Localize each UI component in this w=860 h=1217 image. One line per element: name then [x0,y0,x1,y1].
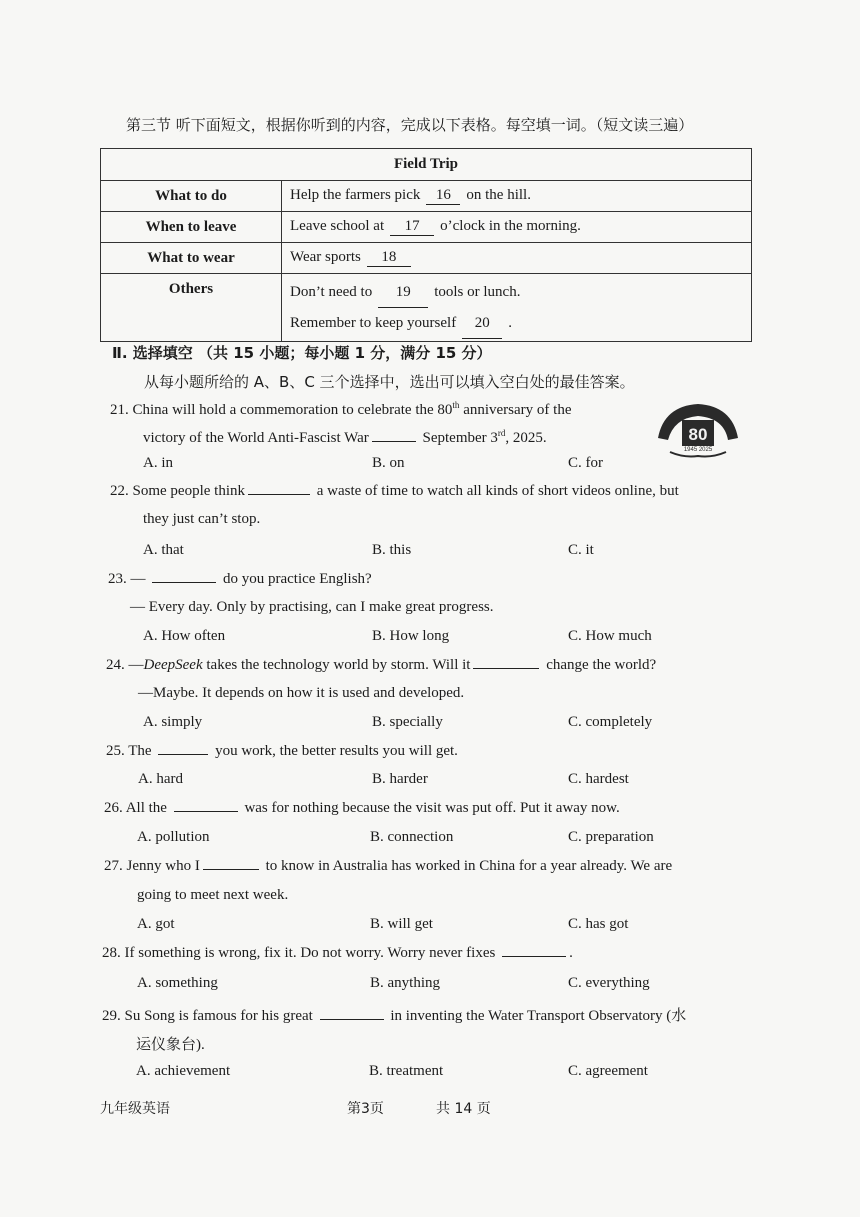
option-a: A. pollution [137,829,210,845]
row-text: Help the farmers pick [290,187,421,203]
answer-blank [158,753,208,755]
row-text: . [508,314,512,331]
answer-blank [372,440,416,442]
question-27-line2: going to meet next week. [137,887,289,903]
question-text: China will hold a commemoration to celebrate the 80 [132,402,453,418]
row-text: tools or lunch. [434,283,521,300]
answer-blank [152,581,216,583]
question-number: 26. [104,800,123,816]
answer-blank [473,667,539,669]
logo-years: 1945 2025 [683,447,713,453]
answer-blank [320,1018,384,1020]
question-21 [110,400,571,419]
row-text: Leave school at [290,218,385,234]
question-text: — [128,657,144,673]
row-text: on the hill. [466,187,531,203]
option-c: C. it [568,542,594,558]
row-text: o’clock in the morning. [440,218,581,234]
question-number: 25. [106,743,125,759]
option-b: B. specially [372,714,443,730]
question-text: — [130,571,146,587]
answer-blank [502,955,566,957]
option-b: B. How long [372,628,450,644]
question-21-line2 [143,428,547,447]
option-a: A. hard [138,771,183,787]
option-a: A. that [143,542,184,558]
option-a: A. something [137,975,218,991]
question-text: rd [497,428,506,438]
row-label: What to wear [101,243,282,274]
question-text: in inventing the Water Transport Observatory (水 [390,1008,687,1024]
table-title: Field Trip [101,149,752,181]
answer-blank: 19 [378,277,428,308]
logo-number: 80 [688,425,708,444]
question-23-line2: — Every day. Only by practising, can I make great progress. [130,599,494,615]
question-text: If something is wrong, fix it. Do not worry. Worry never fixes [124,945,496,961]
option-b: B. connection [370,829,454,845]
row-label: Others [101,274,282,342]
question-text: , 2025. [505,430,547,446]
question-29-line2: 运仪象台). [136,1037,205,1053]
option-c: C. How much [568,628,652,644]
option-b: B. on [372,455,405,471]
question-23 [108,571,372,588]
row-label: What to do [101,181,282,212]
option-c: C. completely [568,714,653,730]
option-c: C. agreement [568,1063,648,1079]
question-text: anniversary of the [459,402,572,418]
question-text: was for nothing because the visit was put off. Put it away now. [244,800,620,816]
question-number: 27. [104,858,123,874]
question-text: . [569,945,573,961]
option-b: B. harder [372,771,428,787]
question-text: a waste of time to watch all kinds of short videos online, but [316,483,679,499]
question-24 [106,657,656,674]
option-c: C. preparation [568,829,654,845]
question-text: DeepSeek [143,657,203,673]
question-text: Some people think [132,483,245,499]
question-text: th [452,400,460,410]
row-label: When to leave [101,212,282,243]
question-number: 22. [110,483,129,499]
question-text: you work, the better results you will get. [215,743,458,759]
answer-blank: 20 [462,308,502,339]
answer-blank [248,493,310,495]
question-29 [102,1004,686,1025]
option-c: C. hardest [568,771,629,787]
question-text: to know in Australia has worked in China for a year already. We are [265,858,673,874]
question-text: September 3 [422,430,498,446]
question-number: 29. [102,1008,121,1024]
question-number: 21. [110,402,129,418]
question-24-line2: —Maybe. It depends on how it is used and developed. [138,685,465,701]
row-text: Wear sports [290,249,361,265]
question-number: 28. [102,945,121,961]
question-text: Jenny who I [126,858,200,874]
question-number: 24. [106,657,125,673]
question-text: Su Song is famous for his great [124,1008,313,1024]
table-row [101,243,752,274]
footer-page: 第3页 [347,1101,384,1117]
table-row [101,274,752,342]
question-text: All the [125,800,167,816]
option-c: C. has got [568,916,629,932]
row-text: Remember to keep yourself [290,314,457,331]
option-b: B. anything [370,975,440,991]
field-trip-table [100,148,752,342]
option-c: C. for [568,455,603,471]
option-a: A. simply [143,714,203,730]
section-3-heading: 第三节 听下面短文，根据你听到的内容，完成以下表格。每空填一词。（短文读三遍） [126,116,694,134]
question-22 [110,483,679,500]
question-text: change the world? [546,657,657,673]
row-text: Don’t need to [290,283,373,300]
question-28 [102,945,573,962]
footer-total: 共 14 页 [436,1101,491,1117]
option-b: B. treatment [369,1063,444,1079]
question-number: 23. [108,571,127,587]
table-row [101,181,752,212]
answer-blank: 18 [367,249,411,267]
answer-blank: 17 [390,218,434,236]
answer-blank: 16 [426,187,460,205]
question-22-line2: they just can’t stop. [143,511,261,527]
question-text: The [128,743,152,759]
option-c: C. everything [568,975,650,991]
question-text: do you practice English? [223,571,372,587]
option-a: A. achievement [136,1063,231,1079]
question-27 [104,858,672,875]
answer-blank [203,868,259,870]
commemoration-logo [654,398,742,468]
question-text: victory of the World Anti-Fascist War [143,430,369,446]
option-a: A. in [143,455,173,471]
option-b: B. will get [370,916,433,932]
question-26 [104,800,620,817]
footer-grade: 九年级英语 [100,1101,170,1117]
part-2-instruction: 从每小题所给的 A、B、C 三个选择中，选出可以填入空白处的最佳答案。 [144,373,635,391]
question-25 [106,743,458,760]
question-text: takes the technology world by storm. Will it [202,657,471,673]
option-b: B. this [372,542,412,558]
option-a: A. got [137,916,175,932]
table-row [101,212,752,243]
option-a: A. How often [143,628,226,644]
part-2-heading: Ⅱ. 选择填空 （共 15 小题；每小题 1 分，满分 15 分） [112,344,492,362]
answer-blank [174,810,238,812]
